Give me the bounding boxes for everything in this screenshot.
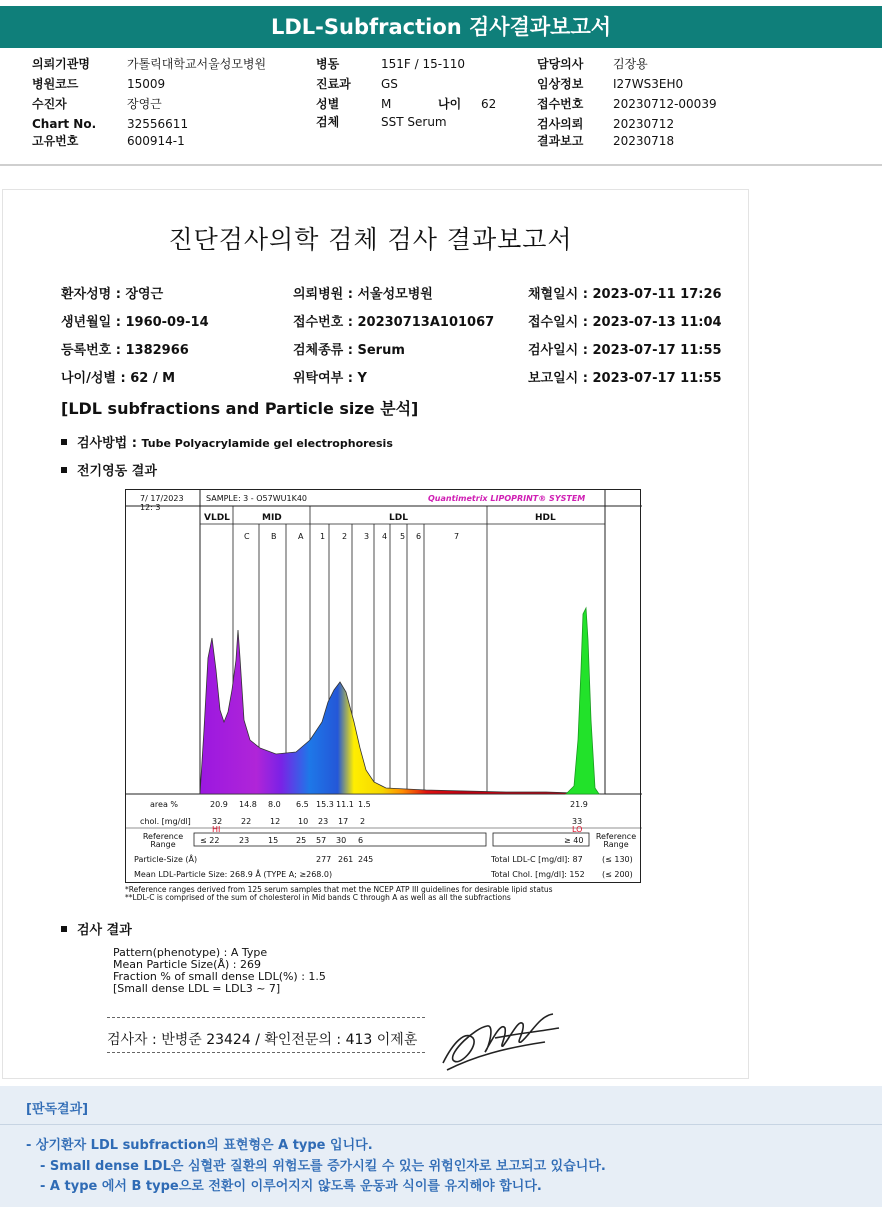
method-line [61, 432, 393, 451]
flag-value: HI [212, 825, 221, 834]
header-label: 수진자 [32, 97, 67, 111]
chol-value: 22 [241, 817, 252, 826]
band-label: 6 [416, 532, 422, 541]
header-label: 진료과 [316, 77, 351, 91]
patient-field: 채혈일시 : 2023-07-11 17:26 [528, 287, 722, 302]
reference-value: 15 [268, 836, 279, 845]
band-label: 4 [382, 532, 388, 541]
header-label: Chart No. [32, 117, 97, 131]
header-value: M [381, 97, 392, 111]
section-title: [LDL subfractions and Particle size 분석] [61, 399, 419, 418]
chol-value: 33 [572, 817, 583, 826]
interpretation-line: - A type 에서 B type으로 전환이 이루어지지 않도록 운동과 식이를 유지해야 합니다. [40, 1179, 542, 1194]
chart-note: *Reference ranges derived from 125 serum samples that met the NCEP ATP III guidelines for desirable lipid status [125, 885, 553, 894]
group-label: MID [262, 513, 282, 523]
patient-field: 위탁여부 : Y [293, 371, 367, 386]
total-chol-ref: (≤ 200) [602, 870, 633, 879]
band-label: 2 [342, 532, 348, 541]
signature-image [435, 1008, 565, 1078]
result-label: 검사 결과 [77, 923, 132, 938]
chart-date: 7/ 17/2023 [140, 494, 184, 503]
header-value: 20230712-00039 [613, 97, 717, 111]
report-title-bar: LDL-Subfraction 검사결과보고서 [0, 6, 882, 48]
total-ldl-ref: (≤ 130) [602, 855, 633, 864]
header-value: SST Serum [381, 115, 447, 129]
header-label: 검사의뢰 [537, 117, 584, 131]
band-label: A [298, 532, 304, 541]
group-label: HDL [535, 513, 556, 523]
header-label: 성별 [316, 97, 340, 111]
header-label: 병원코드 [32, 77, 79, 91]
header-value: 151F / 15-110 [381, 57, 465, 71]
report-image-panel [2, 189, 749, 1079]
group-label: VLDL [204, 513, 230, 523]
signature-line: 검사자 : 반병준 23424 / 확인전문의 : 413 이제훈 [107, 1032, 418, 1048]
header-value: 15009 [127, 77, 166, 91]
header-value: 가톨릭대학교서울성모병원 [127, 57, 267, 71]
flag-value: LO [572, 825, 583, 834]
area-value: 20.9 [210, 800, 228, 809]
chart-notes [125, 886, 553, 902]
row-label-reference-right: Reference Range [595, 832, 637, 849]
header-value: 20230718 [613, 134, 675, 148]
chol-value: 2 [360, 817, 366, 826]
header-value: 장영근 [127, 97, 162, 111]
result-list [113, 947, 326, 995]
header-label: 나이 [438, 97, 462, 111]
result-item: [Small dense LDL = LDL3 ~ 7] [113, 982, 281, 995]
area-value: 6.5 [296, 800, 309, 809]
patient-field: 나이/성별 : 62 / M [61, 371, 176, 386]
electro-line [61, 460, 157, 479]
band-label: B [271, 532, 277, 541]
reference-value: ≤ 22 [200, 836, 220, 845]
bullet-icon [61, 467, 67, 473]
chol-value: 12 [270, 817, 281, 826]
header-value: 김장용 [613, 57, 648, 71]
result-item: Fraction % of small dense LDL(%) : 1.5 [113, 970, 326, 983]
patient-field: 접수일시 : 2023-07-13 11:04 [528, 315, 722, 330]
header-label: 접수번호 [537, 97, 584, 111]
particle-size-value: 245 [358, 855, 374, 864]
header-label: 결과보고 [537, 134, 584, 148]
header-label: 검체 [316, 115, 340, 129]
chol-value: 10 [298, 817, 309, 826]
band-label: 3 [364, 532, 370, 541]
interpretation-title: [판독결과] [26, 1102, 89, 1117]
header-label: 임상정보 [537, 77, 584, 91]
row-label-particle: Particle-Size (Å) [134, 855, 198, 864]
header-label: 의뢰기관명 [32, 57, 90, 71]
group-label: LDL [389, 513, 408, 523]
header-label: 담당의사 [537, 57, 584, 71]
patient-field: 생년월일 : 1960-09-14 [61, 315, 209, 330]
result-item: Mean Particle Size(Å) : 269 [113, 958, 261, 971]
chart-sample: SAMPLE: 3 - O57WU1K40 [206, 494, 307, 503]
patient-field: 접수번호 : 20230713A101067 [293, 315, 495, 330]
patient-field: 의뢰병원 : 서울성모병원 [293, 287, 433, 302]
header-value: GS [381, 77, 398, 91]
reference-value: 25 [296, 836, 307, 845]
area-value: 21.9 [570, 800, 588, 809]
row-label-reference: Reference Range [142, 832, 184, 849]
header-label: 고유번호 [32, 134, 79, 148]
mean-ldl-size: Mean LDL-Particle Size: 268.9 Å (TYPE A; ≥268.0) [134, 870, 333, 879]
particle-size-value: 277 [316, 855, 332, 864]
band-label: C [244, 532, 250, 541]
patient-field: 검사일시 : 2023-07-17 11:55 [528, 343, 722, 358]
total-chol: Total Chol. [mg/dl]: 152 [491, 870, 585, 879]
chol-value: 17 [338, 817, 349, 826]
chol-value: 32 [212, 817, 223, 826]
area-value: 15.3 [316, 800, 334, 809]
chart-note: **LDL-C is comprised of the sum of cholesterol in Mid bands C through A as well as all the subfractions [125, 893, 511, 902]
chart-time: 12: 3 [140, 503, 161, 512]
chart-brand: Quantimetrix LIPOPRINT® SYSTEM [428, 494, 586, 503]
electro-label: 전기영동 결과 [77, 464, 157, 479]
interpretation-line: - 상기환자 LDL subfraction의 표현형은 A type 입니다. [26, 1138, 373, 1153]
band-label: 5 [400, 532, 406, 541]
header-value: 20230712 [613, 117, 675, 131]
bullet-icon [61, 926, 67, 932]
report-title: 진단검사의학 검체 검사 결과보고서 [168, 225, 573, 254]
header-label: 병동 [316, 57, 340, 71]
band-label: 7 [454, 532, 460, 541]
area-value: 14.8 [239, 800, 257, 809]
chart-canvas [126, 490, 642, 884]
hdl-peak [566, 608, 599, 794]
patient-field: 등록번호 : 1382966 [61, 343, 189, 358]
header-value: 62 [481, 97, 497, 111]
chol-value: 23 [318, 817, 329, 826]
area-value: 8.0 [268, 800, 281, 809]
method-value: Tube Polyacrylamide gel electrophoresis [141, 437, 393, 450]
particle-size-value: 261 [338, 855, 354, 864]
band-label: 1 [320, 532, 326, 541]
row-label-chol: chol. [mg/dl] [140, 817, 191, 826]
header-value: I27WS3EH0 [613, 77, 684, 91]
reference-value: 57 [316, 836, 327, 845]
area-value: 1.5 [358, 800, 371, 809]
interpretation-line: - Small dense LDL은 심혈관 질환의 위험도를 증가시킬 수 있는 위험인자로 보고되고 있습니다. [40, 1159, 606, 1174]
reference-value: 30 [336, 836, 347, 845]
reference-value: ≥ 40 [564, 836, 584, 845]
header-value: 32556611 [127, 117, 189, 131]
total-ldl: Total LDL-C [mg/dl]: 87 [491, 855, 583, 864]
electrophoresis-chart [125, 489, 641, 883]
result-line [61, 919, 132, 938]
reference-value: 6 [358, 836, 364, 845]
patient-field: 검체종류 : Serum [293, 343, 405, 358]
patient-field: 보고일시 : 2023-07-17 11:55 [528, 371, 722, 386]
patient-field: 환자성명 : 장영근 [61, 287, 164, 302]
divider [0, 1124, 882, 1125]
method-label: 검사방법 : [77, 436, 137, 451]
result-item: Pattern(phenotype) : A Type [113, 946, 268, 959]
divider [107, 1017, 425, 1018]
area-value: 11.1 [336, 800, 354, 809]
row-label-area: area % [150, 800, 178, 809]
divider [107, 1052, 425, 1053]
ldl-curve [200, 630, 605, 794]
patient-header [0, 48, 882, 166]
reference-value: 23 [239, 836, 250, 845]
header-value: 600914-1 [127, 134, 185, 148]
bullet-icon [61, 439, 67, 445]
